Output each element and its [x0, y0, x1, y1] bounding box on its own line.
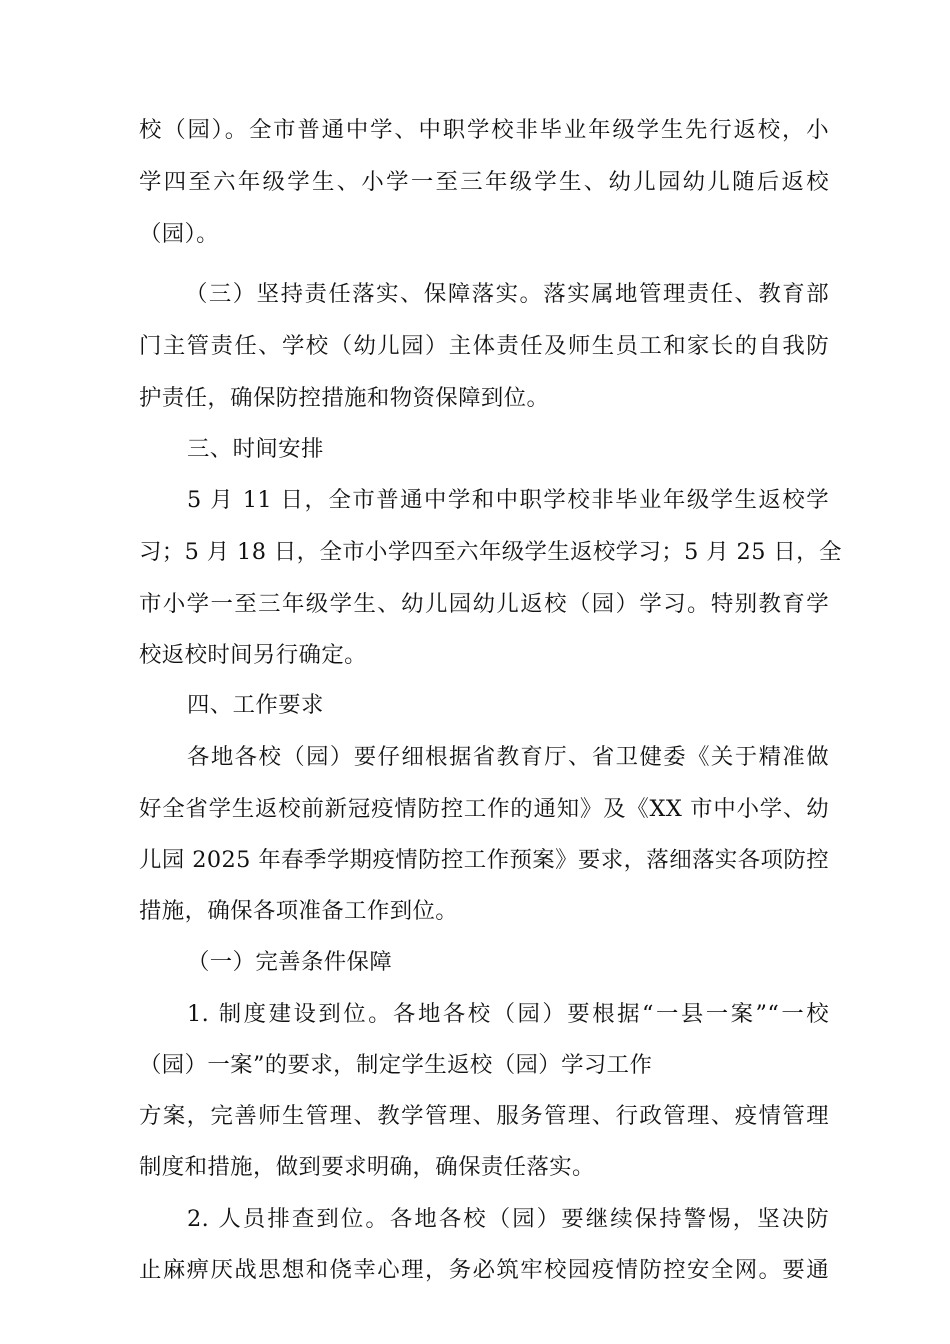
section-heading: 三、时间安排	[187, 436, 324, 462]
text-line: 方案，完善师生管理、教学管理、服务管理、行政管理、疫情管理	[139, 1103, 829, 1129]
text-line: 学四至六年级学生、小学一至三年级学生、幼儿园幼儿随后返校	[139, 169, 829, 195]
text-line: 校（园）。全市普通中学、中职学校非毕业年级学生先行返校，小	[139, 117, 829, 143]
text-line: 止麻痹厌战思想和侥幸心理，务必筑牢校园疫情防控安全网。要通	[139, 1257, 829, 1283]
text-line: （三）坚持责任落实、保障落实。落实属地管理责任、教育部	[185, 281, 829, 307]
text-line: （园）一案”的要求，制定学生返校（园）学习工作	[139, 1052, 653, 1078]
section-heading: 四、工作要求	[187, 692, 324, 718]
text-line: 好全省学生返校前新冠疫情防控工作的通知》及《XX 市中小学、幼	[139, 796, 829, 822]
text-line: 校返校时间另行确定。	[139, 642, 367, 668]
text-line: 护责任，确保防控措施和物资保障到位。	[139, 385, 550, 411]
text-line: 2. 人员排查到位。各地各校（园）要继续保持警惕，坚决防	[187, 1206, 829, 1232]
text-line: 习；5 月 18 日，全市小学四至六年级学生返校学习；5 月 25 日，全	[139, 539, 842, 565]
text-line: 市小学一至三年级学生、幼儿园幼儿返校（园）学习。特别教育学	[139, 591, 829, 617]
text-line: 各地各校（园）要仔细根据省教育厅、省卫健委《关于精准做	[187, 744, 829, 770]
text-line: 儿园 2025 年春季学期疫情防控工作预案》要求，落细落实各项防控	[139, 847, 829, 873]
text-line: 门主管责任、学校（幼儿园）主体责任及师生员工和家长的自我防	[139, 333, 829, 359]
text-line: 措施，确保各项准备工作到位。	[139, 898, 459, 924]
text-line: 1. 制度建设到位。各地各校（园）要根据“一县一案”“一校	[187, 1001, 829, 1027]
text-line: 5 月 11 日，全市普通中学和中职学校非毕业年级学生返校学	[187, 487, 829, 513]
text-line: （园）。	[139, 221, 219, 247]
text-line: 制度和措施，做到要求明确，确保责任落实。	[139, 1154, 595, 1180]
subsection-heading: （一）完善条件保障	[187, 949, 393, 975]
